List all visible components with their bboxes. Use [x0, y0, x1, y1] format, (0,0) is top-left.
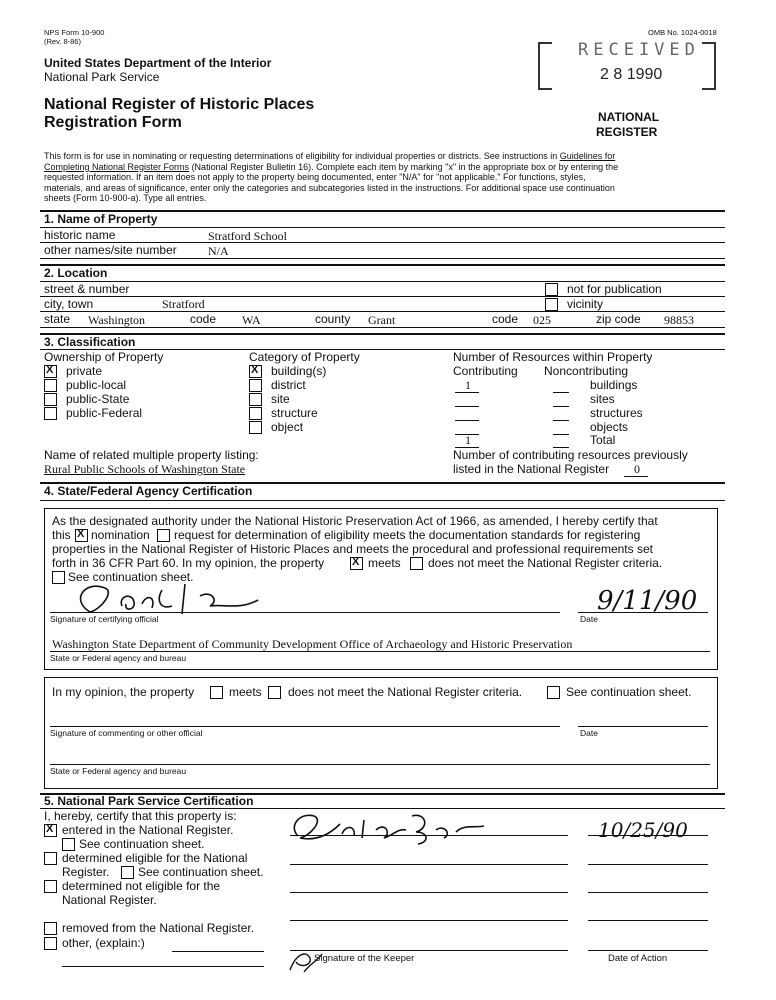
cert-line-4-c: does not meet the National Register criteria. — [428, 556, 663, 570]
county-value[interactable]: Grant — [368, 313, 396, 327]
county-code-value[interactable]: 025 — [533, 313, 551, 327]
private-checkbox[interactable] — [44, 365, 57, 378]
public-local-checkbox[interactable] — [44, 379, 57, 392]
cert-continuation-label: See continuation sheet. — [68, 570, 194, 584]
entered-checkbox[interactable] — [44, 824, 57, 837]
city-label: city, town — [44, 297, 94, 311]
opinion-continuation-checkbox[interactable] — [547, 686, 560, 699]
eligible-continuation-checkbox[interactable] — [121, 866, 134, 879]
keeper-signature — [280, 806, 490, 852]
other-checkbox[interactable] — [44, 937, 57, 950]
ownership-public-federal: public-Federal — [66, 406, 143, 420]
instructions — [44, 151, 716, 204]
form-revision: (Rev. 8-86) — [44, 37, 81, 46]
form-subtitle: Registration Form — [44, 114, 182, 131]
ownership-private: private — [66, 364, 103, 378]
cert-line-2-a: this — [52, 528, 71, 542]
object-checkbox[interactable] — [249, 421, 262, 434]
state-label: state — [44, 312, 71, 326]
resource-buildings: buildings — [590, 378, 638, 392]
zip-label: zip code — [596, 312, 641, 326]
multiple-property-label: Name of related multiple property listing: — [44, 448, 259, 462]
section-2-title: 2. Location — [44, 266, 108, 280]
keeper-signature-label: Signature of the Keeper — [314, 953, 415, 964]
guidelines-link-cont: Completing National Register Forms — [44, 161, 190, 172]
resource-structures: structures — [590, 406, 643, 420]
buildings-checkbox[interactable] — [249, 365, 262, 378]
commenting-date-label: Date — [580, 728, 598, 738]
cert-line-2-b: nomination — [91, 528, 150, 542]
contributing-total-value[interactable]: 1 — [465, 433, 471, 447]
county-code-label: code — [492, 312, 519, 326]
previously-listed-label-2: listed in the National Register — [453, 462, 610, 476]
public-federal-checkbox[interactable] — [44, 407, 57, 420]
commenting-agency-label: State or Federal agency and bureau — [50, 766, 187, 776]
resource-objects: objects — [590, 420, 629, 434]
previously-listed-value[interactable]: 0 — [634, 462, 640, 476]
entered-label: entered in the National Register. — [62, 823, 234, 837]
section-5-title: 5. National Park Service Certification — [44, 794, 254, 808]
removed-checkbox[interactable] — [44, 922, 57, 935]
state-code-label: code — [190, 312, 217, 326]
instr-line1: This form is for use in nominating or requesting determinations of eligibility for individual properties or districts. See instructions in — [44, 151, 560, 161]
not-eligible-checkbox[interactable] — [44, 880, 57, 893]
category-object: object — [271, 420, 304, 434]
opinion-b: meets — [229, 685, 262, 699]
stamp-register: REGISTER — [596, 125, 658, 139]
cert-date-value: 9/11/90 — [597, 586, 698, 616]
determined-eligible-label-1: determined eligible for the National — [62, 851, 248, 865]
resources-title: Number of Resources within Property — [453, 350, 653, 364]
contributing-header: Contributing — [453, 364, 518, 378]
certifying-signature-label: Signature of certifying official — [50, 614, 159, 624]
category-title: Category of Property — [249, 350, 360, 364]
state-code-value[interactable]: WA — [242, 313, 261, 327]
determined-eligible-label-2: Register. — [62, 865, 110, 879]
determined-eligible-checkbox[interactable] — [44, 852, 57, 865]
request-determination-checkbox[interactable] — [157, 529, 170, 542]
commenting-signature-label: Signature of commenting or other official — [50, 728, 203, 738]
not-eligible-label-2: National Register. — [62, 893, 157, 907]
opinion-c: does not meet the National Register criteria. — [288, 685, 523, 699]
cert-line-4-a: forth in 36 CFR Part 60. In my opinion, the property — [52, 556, 325, 570]
opinion-not-meet-checkbox[interactable] — [268, 686, 281, 699]
stamp-date: 2 8 1990 — [600, 66, 663, 83]
ownership-public-state: public-State — [66, 392, 130, 406]
received-stamp — [538, 38, 716, 90]
cert-line-3: properties in the National Register of Historic Places and meets the procedural and professional requirements set — [52, 542, 653, 556]
ownership-public-local: public-local — [66, 378, 127, 392]
cert-agency-value[interactable]: Washington State Department of Community Development Office of Archaeology and Historic Preservation — [52, 637, 573, 651]
category-structure: structure — [271, 406, 318, 420]
entered-continuation-checkbox[interactable] — [62, 838, 75, 851]
department-name: United States Department of the Interior — [44, 56, 272, 70]
public-state-checkbox[interactable] — [44, 393, 57, 406]
noncontributing-header: Noncontributing — [544, 364, 629, 378]
cert-date-label: Date — [580, 614, 598, 624]
stamp-national: NATIONAL — [598, 110, 660, 124]
removed-label: removed from the National Register. — [62, 921, 255, 935]
street-label: street & number — [44, 282, 130, 296]
cert-agency-label: State or Federal agency and bureau — [50, 653, 187, 663]
historic-name-label: historic name — [44, 228, 116, 242]
category-district: district — [271, 378, 306, 392]
not-for-publication-label: not for publication — [567, 282, 662, 296]
opinion-meets-checkbox[interactable] — [210, 686, 223, 699]
omb-number: OMB No. 1024-0018 — [648, 28, 717, 37]
nomination-checkbox[interactable] — [75, 529, 88, 542]
section-1-title: 1. Name of Property — [44, 212, 158, 226]
opinion-a: In my opinion, the property — [52, 685, 195, 699]
category-site: site — [271, 392, 290, 406]
nps-intro: I, hereby, certify that this property is: — [44, 809, 237, 823]
instr-line3: requested information. If an item does not apply to the property being documented, enter "N/A" for "not applicable." For functions, styles, — [44, 172, 586, 182]
cert-line-1: As the designated authority under the National Historic Preservation Act of 1966, as amended, I hereby certify that — [52, 514, 658, 528]
section-4-title: 4. State/Federal Agency Certification — [44, 484, 253, 498]
state-value[interactable]: Washington — [88, 313, 146, 327]
opinion-d: See continuation sheet. — [566, 685, 692, 699]
vicinity-checkbox[interactable] — [545, 298, 558, 311]
resource-total: Total — [590, 433, 616, 447]
other-label: other, (explain:) — [62, 936, 145, 950]
county-label: county — [315, 312, 351, 326]
cert-line-4-b: meets — [368, 556, 401, 570]
resource-sites: sites — [590, 392, 615, 406]
does-not-meet-checkbox[interactable] — [410, 557, 423, 570]
multiple-property-value[interactable]: Rural Public Schools of Washington State — [44, 462, 246, 476]
action-date-value: 10/25/90 — [598, 818, 688, 842]
cert-line-2-c: request for determination of eligibility meets the documentation standards for registering — [174, 528, 641, 542]
ownership-title: Ownership of Property — [44, 350, 164, 364]
form-title: National Register of Historic Places — [44, 96, 315, 113]
vicinity-label: vicinity — [567, 297, 604, 311]
instr-line5: sheets (Form 10-900-a). Type all entries. — [44, 193, 207, 203]
site-checkbox[interactable] — [249, 393, 262, 406]
previously-listed-label-1: Number of contributing resources previously — [453, 448, 688, 462]
form-number: NPS Form 10-900 — [44, 28, 105, 37]
district-checkbox[interactable] — [249, 379, 262, 392]
eligible-continuation-label: See continuation sheet. — [138, 865, 264, 879]
guidelines-link: Guidelines for — [559, 151, 616, 161]
city-value[interactable]: Stratford — [162, 297, 205, 311]
structure-checkbox[interactable] — [249, 407, 262, 420]
other-names-label: other names/site number — [44, 243, 177, 257]
entered-continuation-label: See continuation sheet. — [79, 837, 205, 851]
stamp-received-text: RECEIVED — [578, 40, 700, 60]
service-name: National Park Service — [44, 70, 160, 84]
zip-value[interactable]: 98853 — [664, 313, 694, 327]
date-of-action-label: Date of Action — [608, 953, 668, 964]
instr-line4: materials, and areas of significance, enter only the categories and subcategories listed in the instructions. For additional space use continuation — [44, 182, 615, 193]
instr-line2: (National Register Bulletin 16). Complete each item by marking "x" in the appropriate box or by entering the — [189, 161, 619, 172]
historic-name-value[interactable]: Stratford School — [208, 229, 287, 243]
other-names-value[interactable]: N/A — [208, 244, 229, 258]
not-for-publication-checkbox[interactable] — [545, 283, 558, 296]
meets-checkbox[interactable] — [350, 557, 363, 570]
section-3-title: 3. Classification — [44, 335, 136, 349]
contributing-buildings-value[interactable]: 1 — [465, 378, 471, 392]
not-eligible-label-1: determined not eligible for the — [62, 879, 221, 893]
category-buildings: building(s) — [271, 364, 327, 378]
